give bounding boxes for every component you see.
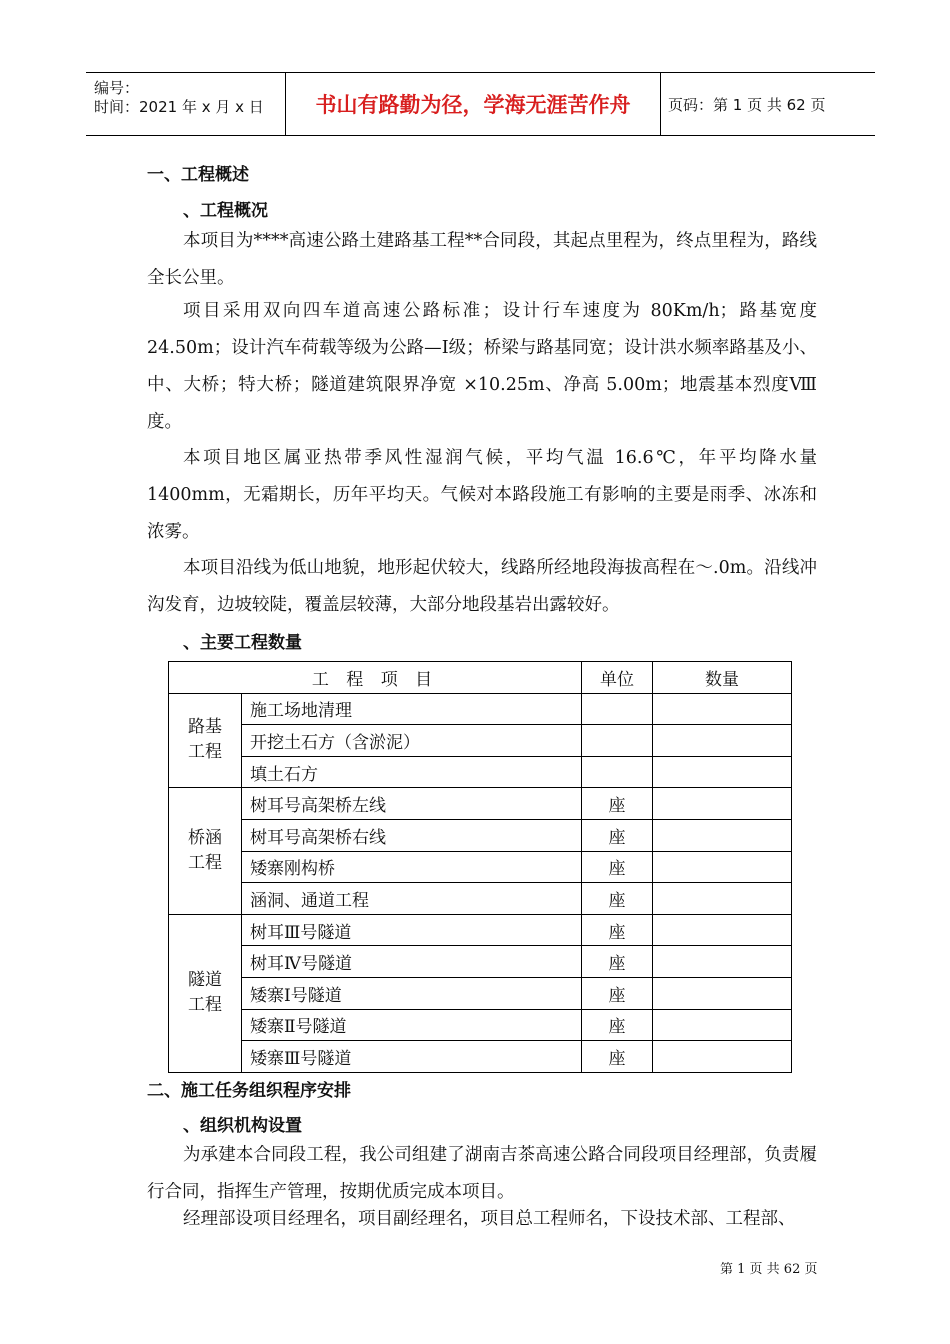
unit-cell: 座 [582, 1009, 653, 1041]
table-row [169, 883, 792, 915]
table-row [169, 977, 792, 1009]
group-name: 桥涵 工程 [169, 788, 242, 914]
table-row [169, 725, 792, 757]
quantity-cell [653, 1041, 792, 1073]
quantity-cell [653, 883, 792, 915]
group-name: 路基 工程 [169, 693, 242, 788]
unit-cell: 座 [582, 851, 653, 883]
unit-cell [582, 693, 653, 725]
item-cell: 矮寨Ⅰ号隧道 [242, 977, 582, 1009]
header-item: 工 程 项 目 [169, 662, 582, 694]
item-cell: 涵洞、通道工程 [242, 883, 582, 915]
unit-cell: 座 [582, 946, 653, 978]
item-cell: 树耳号高架桥右线 [242, 819, 582, 851]
section1-sub2-title: 、主要工程数量 [183, 633, 302, 653]
quantity-cell [653, 725, 792, 757]
table-row [169, 1009, 792, 1041]
item-cell: 矮寨Ⅲ号隧道 [242, 1041, 582, 1073]
page-header [86, 72, 875, 136]
item-cell: 矮寨刚构桥 [242, 851, 582, 883]
code-label: 编号： [94, 79, 140, 97]
unit-cell: 座 [582, 977, 653, 1009]
quantity-cell [653, 756, 792, 788]
quantity-cell [653, 914, 792, 946]
item-cell: 开挖土石方（含淤泥） [242, 725, 582, 757]
paragraph: 项目采用双向四车道高速公路标准；设计行车速度为 80Km/h；路基宽度 24.50m；设计汽车荷载等级为公路—Ⅰ级；桥梁与路基同宽；设计洪水频率路基及小、中、大桥；特大桥；隧道建筑限界净宽 ×10.25m、净高 5.00m；地震基本烈度Ⅷ度。 [147, 301, 817, 432]
table-row [169, 946, 792, 978]
item-cell: 树耳Ⅳ号隧道 [242, 946, 582, 978]
paragraph: 本项目地区属亚热带季风性湿润气候，平均气温 16.6℃，年平均降水量 1400mm，无霜期长，历年平均天。气候对本路段施工有影响的主要是雨季、冰冻和浓雾。 [147, 448, 817, 542]
table-row [169, 851, 792, 883]
quantity-cell [653, 851, 792, 883]
section2-title: 二、施工任务组织程序安排 [147, 1081, 351, 1101]
section2-sub1-title: 、组织机构设置 [183, 1116, 302, 1136]
quantity-cell [653, 819, 792, 851]
table-row [169, 914, 792, 946]
paragraph: 为承建本合同段工程，我公司组建了湖南吉茶高速公路合同段项目经理部，负责履行合同，指挥生产管理，按期优质完成本项目。 [147, 1145, 817, 1202]
unit-cell [582, 756, 653, 788]
group-name: 隧道 工程 [169, 914, 242, 1072]
paragraph: 经理部设项目经理名，项目副经理名，项目总工程师名，下设技术部、工程部、 [183, 1209, 796, 1229]
unit-cell: 座 [582, 883, 653, 915]
header-meta [94, 79, 264, 117]
item-cell: 树耳号高架桥左线 [242, 788, 582, 820]
table-row [169, 1041, 792, 1073]
quantity-cell [653, 946, 792, 978]
table-header-row [169, 662, 792, 694]
unit-cell: 座 [582, 819, 653, 851]
table-row [169, 756, 792, 788]
header-quantity: 数量 [653, 662, 792, 694]
header-motto: 书山有路勤为径，学海无涯苦作舟 [285, 73, 661, 135]
page-footer: 第 1 页 共 62 页 [720, 1262, 818, 1277]
item-cell: 施工场地清理 [242, 693, 582, 725]
table-row [169, 819, 792, 851]
quantity-cell [653, 1009, 792, 1041]
item-cell: 矮寨Ⅱ号隧道 [242, 1009, 582, 1041]
table-row [169, 788, 792, 820]
quantity-cell [653, 693, 792, 725]
quantity-cell [653, 977, 792, 1009]
unit-cell [582, 725, 653, 757]
quantity-cell [653, 788, 792, 820]
header-page-info: 页码：第 1 页 共 62 页 [668, 95, 826, 114]
item-cell: 树耳Ⅲ号隧道 [242, 914, 582, 946]
paragraph: 本项目为****高速公路土建路基工程**合同段，其起点里程为，终点里程为，路线全长公里。 [147, 231, 817, 288]
unit-cell: 座 [582, 1041, 653, 1073]
item-cell: 填土石方 [242, 756, 582, 788]
paragraph: 本项目沿线为低山地貌，地形起伏较大，线路所经地段海拔高程在～.0m。沿线冲沟发育，边坡较陡，覆盖层较薄，大部分地段基岩出露较好。 [147, 558, 817, 615]
table-row [169, 693, 792, 725]
time-label: 时间：2021 年 x 月 x 日 [94, 98, 264, 116]
section1-title: 一、工程概述 [147, 165, 249, 185]
quantities-table [168, 661, 792, 1073]
header-unit: 单位 [582, 662, 653, 694]
unit-cell: 座 [582, 914, 653, 946]
unit-cell: 座 [582, 788, 653, 820]
section1-sub1-title: 、工程概况 [183, 201, 268, 221]
